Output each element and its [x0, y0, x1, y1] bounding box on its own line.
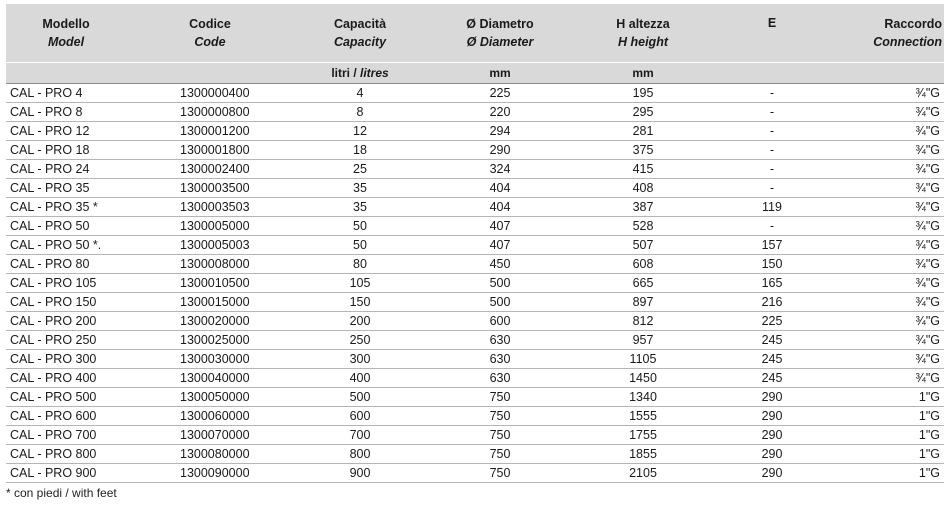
- cell-e: 157: [712, 236, 832, 255]
- cell-capacity: 300: [294, 350, 426, 369]
- cell-diameter: 750: [426, 464, 574, 483]
- cell-code: 1300015000: [126, 293, 294, 312]
- cell-diameter: 220: [426, 103, 574, 122]
- cell-e: 216: [712, 293, 832, 312]
- cell-code: 1300050000: [126, 388, 294, 407]
- cell-capacity: 900: [294, 464, 426, 483]
- cell-capacity: 800: [294, 445, 426, 464]
- cell-code: 1300025000: [126, 331, 294, 350]
- cell-connection: 1"G: [832, 388, 944, 407]
- header-row: [6, 4, 944, 63]
- cell-model: CAL - PRO 24: [6, 160, 126, 179]
- header-capacity-en: Capacity: [333, 35, 387, 49]
- header-model: [6, 4, 126, 63]
- cell-diameter: 500: [426, 274, 574, 293]
- table-header: [6, 4, 944, 84]
- cell-diameter: 407: [426, 236, 574, 255]
- cell-capacity: 700: [294, 426, 426, 445]
- table-row: [6, 103, 944, 122]
- cell-connection: ¾"G: [832, 236, 944, 255]
- cell-e: 150: [712, 255, 832, 274]
- cell-model: CAL - PRO 150: [6, 293, 126, 312]
- table-row: [6, 274, 944, 293]
- cell-e: -: [712, 103, 832, 122]
- cell-connection: ¾"G: [832, 84, 944, 103]
- header-e-label: E: [767, 16, 777, 30]
- cell-connection: ¾"G: [832, 122, 944, 141]
- cell-capacity: 50: [294, 217, 426, 236]
- cell-diameter: 450: [426, 255, 574, 274]
- cell-diameter: 630: [426, 331, 574, 350]
- table-body: [6, 84, 944, 483]
- table-row: [6, 407, 944, 426]
- cell-height: 195: [574, 84, 712, 103]
- cell-capacity: 250: [294, 331, 426, 350]
- cell-diameter: 630: [426, 350, 574, 369]
- table-row: [6, 179, 944, 198]
- cell-height: 1755: [574, 426, 712, 445]
- cell-code: 1300001200: [126, 122, 294, 141]
- cell-model: CAL - PRO 300: [6, 350, 126, 369]
- cell-e: 290: [712, 388, 832, 407]
- cell-code: 1300005000: [126, 217, 294, 236]
- cell-code: 1300001800: [126, 141, 294, 160]
- cell-e: 225: [712, 312, 832, 331]
- header-code-it: Codice: [189, 17, 231, 31]
- cell-diameter: 225: [426, 84, 574, 103]
- table-row: [6, 122, 944, 141]
- table-row: [6, 236, 944, 255]
- product-table-container: [6, 4, 944, 483]
- cell-height: 295: [574, 103, 712, 122]
- units-empty-connection: [832, 63, 944, 84]
- units-diameter: mm: [426, 63, 574, 84]
- cell-code: 1300070000: [126, 426, 294, 445]
- cell-height: 1855: [574, 445, 712, 464]
- header-diameter: [426, 4, 574, 63]
- units-capacity-it: litri: [331, 66, 350, 80]
- table-row: [6, 388, 944, 407]
- cell-height: 375: [574, 141, 712, 160]
- table-row: [6, 312, 944, 331]
- cell-code: 1300080000: [126, 445, 294, 464]
- cell-model: CAL - PRO 700: [6, 426, 126, 445]
- cell-model: CAL - PRO 12: [6, 122, 126, 141]
- units-capacity: [294, 63, 426, 84]
- cell-connection: ¾"G: [832, 350, 944, 369]
- cell-capacity: 50: [294, 236, 426, 255]
- cell-e: 119: [712, 198, 832, 217]
- header-code-en: Code: [194, 35, 226, 49]
- cell-diameter: 290: [426, 141, 574, 160]
- cell-model: CAL - PRO 4: [6, 84, 126, 103]
- cell-e: -: [712, 141, 832, 160]
- cell-code: 1300060000: [126, 407, 294, 426]
- cell-diameter: 750: [426, 407, 574, 426]
- cell-connection: ¾"G: [832, 255, 944, 274]
- header-diameter-it: Ø Diametro: [466, 17, 534, 31]
- cell-capacity: 200: [294, 312, 426, 331]
- cell-capacity: 105: [294, 274, 426, 293]
- header-capacity-it: Capacità: [333, 17, 387, 31]
- cell-model: CAL - PRO 8: [6, 103, 126, 122]
- cell-height: 387: [574, 198, 712, 217]
- cell-height: 897: [574, 293, 712, 312]
- units-empty-e: [712, 63, 832, 84]
- cell-connection: 1"G: [832, 445, 944, 464]
- cell-connection: ¾"G: [832, 274, 944, 293]
- table-row: [6, 464, 944, 483]
- cell-code: 1300030000: [126, 350, 294, 369]
- cell-capacity: 500: [294, 388, 426, 407]
- table-row: [6, 369, 944, 388]
- units-empty-code: [126, 63, 294, 84]
- units-row: [6, 63, 944, 84]
- cell-code: 1300020000: [126, 312, 294, 331]
- table-row: [6, 331, 944, 350]
- cell-e: 290: [712, 426, 832, 445]
- cell-connection: ¾"G: [832, 293, 944, 312]
- cell-e: 245: [712, 350, 832, 369]
- cell-e: 290: [712, 445, 832, 464]
- cell-code: 1300000800: [126, 103, 294, 122]
- cell-connection: ¾"G: [832, 312, 944, 331]
- cell-connection: ¾"G: [832, 331, 944, 350]
- cell-height: 957: [574, 331, 712, 350]
- header-e: [712, 4, 832, 63]
- cell-connection: 1"G: [832, 464, 944, 483]
- cell-e: -: [712, 84, 832, 103]
- cell-model: CAL - PRO 18: [6, 141, 126, 160]
- cell-height: 812: [574, 312, 712, 331]
- cell-e: -: [712, 122, 832, 141]
- cell-capacity: 150: [294, 293, 426, 312]
- cell-height: 2105: [574, 464, 712, 483]
- cell-height: 1450: [574, 369, 712, 388]
- cell-connection: ¾"G: [832, 217, 944, 236]
- table-row: [6, 255, 944, 274]
- cell-capacity: 8: [294, 103, 426, 122]
- cell-diameter: 750: [426, 426, 574, 445]
- cell-diameter: 630: [426, 369, 574, 388]
- cell-e: 165: [712, 274, 832, 293]
- cell-diameter: 500: [426, 293, 574, 312]
- cell-height: 1340: [574, 388, 712, 407]
- units-empty-model: [6, 63, 126, 84]
- cell-code: 1300008000: [126, 255, 294, 274]
- cell-e: 245: [712, 331, 832, 350]
- cell-capacity: 12: [294, 122, 426, 141]
- cell-code: 1300003503: [126, 198, 294, 217]
- cell-capacity: 400: [294, 369, 426, 388]
- cell-capacity: 4: [294, 84, 426, 103]
- table-row: [6, 426, 944, 445]
- header-model-it: Modello: [42, 17, 90, 31]
- cell-e: -: [712, 179, 832, 198]
- cell-model: CAL - PRO 250: [6, 331, 126, 350]
- cell-code: 1300005003: [126, 236, 294, 255]
- cell-code: 1300003500: [126, 179, 294, 198]
- cell-height: 507: [574, 236, 712, 255]
- header-height: [574, 4, 712, 63]
- header-capacity: [294, 4, 426, 63]
- cell-e: -: [712, 217, 832, 236]
- cell-code: 1300000400: [126, 84, 294, 103]
- cell-diameter: 404: [426, 198, 574, 217]
- cell-model: CAL - PRO 200: [6, 312, 126, 331]
- cell-connection: 1"G: [832, 407, 944, 426]
- cell-height: 1555: [574, 407, 712, 426]
- header-connection-en: Connection: [873, 35, 942, 49]
- footnote: * con piedi / with feet: [6, 486, 117, 500]
- cell-model: CAL - PRO 80: [6, 255, 126, 274]
- cell-code: 1300002400: [126, 160, 294, 179]
- cell-connection: ¾"G: [832, 160, 944, 179]
- header-connection-it: Raccordo: [884, 17, 942, 31]
- cell-model: CAL - PRO 35 *: [6, 198, 126, 217]
- cell-connection: ¾"G: [832, 141, 944, 160]
- cell-diameter: 404: [426, 179, 574, 198]
- cell-height: 665: [574, 274, 712, 293]
- cell-connection: ¾"G: [832, 198, 944, 217]
- cell-capacity: 80: [294, 255, 426, 274]
- cell-e: 245: [712, 369, 832, 388]
- cell-height: 528: [574, 217, 712, 236]
- cell-capacity: 35: [294, 198, 426, 217]
- cell-model: CAL - PRO 400: [6, 369, 126, 388]
- cell-connection: ¾"G: [832, 179, 944, 198]
- cell-capacity: 600: [294, 407, 426, 426]
- cell-e: 290: [712, 464, 832, 483]
- cell-model: CAL - PRO 35: [6, 179, 126, 198]
- cell-code: 1300090000: [126, 464, 294, 483]
- cell-height: 1105: [574, 350, 712, 369]
- cell-diameter: 750: [426, 388, 574, 407]
- cell-model: CAL - PRO 900: [6, 464, 126, 483]
- header-connection: [832, 4, 944, 63]
- cell-height: 608: [574, 255, 712, 274]
- units-height: mm: [574, 63, 712, 84]
- cell-diameter: 750: [426, 445, 574, 464]
- cell-model: CAL - PRO 800: [6, 445, 126, 464]
- table-row: [6, 217, 944, 236]
- header-code: [126, 4, 294, 63]
- table-row: [6, 293, 944, 312]
- cell-capacity: 25: [294, 160, 426, 179]
- cell-connection: ¾"G: [832, 103, 944, 122]
- cell-model: CAL - PRO 105: [6, 274, 126, 293]
- cell-code: 1300040000: [126, 369, 294, 388]
- cell-height: 408: [574, 179, 712, 198]
- cell-diameter: 600: [426, 312, 574, 331]
- cell-height: 415: [574, 160, 712, 179]
- cell-capacity: 35: [294, 179, 426, 198]
- header-height-it: H altezza: [616, 17, 670, 31]
- cell-diameter: 294: [426, 122, 574, 141]
- table-row: [6, 445, 944, 464]
- cell-diameter: 407: [426, 217, 574, 236]
- cell-code: 1300010500: [126, 274, 294, 293]
- units-capacity-en: litres: [360, 66, 389, 80]
- table-row: [6, 198, 944, 217]
- cell-model: CAL - PRO 600: [6, 407, 126, 426]
- cell-model: CAL - PRO 500: [6, 388, 126, 407]
- cell-e: -: [712, 160, 832, 179]
- cell-connection: 1"G: [832, 426, 944, 445]
- cell-height: 281: [574, 122, 712, 141]
- header-diameter-en: Ø Diameter: [466, 35, 534, 49]
- cell-model: CAL - PRO 50 *.: [6, 236, 126, 255]
- units-capacity-sep: /: [349, 66, 360, 80]
- product-specs-table: [6, 4, 944, 483]
- cell-capacity: 18: [294, 141, 426, 160]
- header-model-en: Model: [47, 35, 85, 49]
- cell-e: 290: [712, 407, 832, 426]
- table-row: [6, 84, 944, 103]
- header-height-en: H height: [618, 35, 668, 49]
- cell-connection: ¾"G: [832, 369, 944, 388]
- table-row: [6, 160, 944, 179]
- cell-model: CAL - PRO 50: [6, 217, 126, 236]
- table-row: [6, 350, 944, 369]
- cell-diameter: 324: [426, 160, 574, 179]
- table-row: [6, 141, 944, 160]
